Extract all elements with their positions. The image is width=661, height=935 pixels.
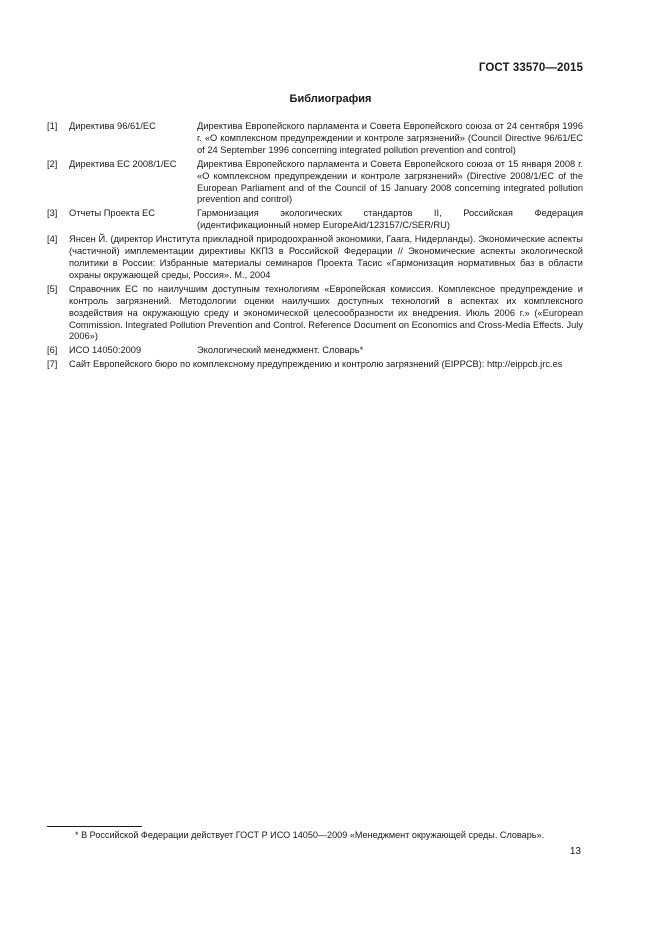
- entry-source: Директива 96/61/ЕС: [69, 121, 156, 131]
- entry-source: Директива ЕС 2008/1/ЕС: [69, 158, 177, 169]
- bibliography-entry: [47, 121, 583, 157]
- entry-source: ИСО 14050:2009: [69, 345, 142, 356]
- entry-text: Директива Европейского парламента и Совета Европейского союза от 24 сентября 1996 г. «О комплексном предупреждении и контроле загрязнений» (Council Directive 96/61/EC of 24 September 1996 concerning integrated pollution prevention and control): [197, 121, 583, 155]
- entry-text: Директива Европейского парламента и Совета Европейского союза от 15 января 2008 г. «О комплексном предупреждении и контроле загрязнений» (Directive 2008/1/EC of the European Parliament and of the Council of 15 January 2008 concerning integrated pollution prevention and control): [197, 158, 583, 205]
- footnote: * В Российской Федерации действует ГОСТ Р ИСО 14050—2009 «Менеджмент окружающей среды. Словарь».: [75, 830, 545, 840]
- entry-text: Сайт Европейского бюро по комплексному предупреждению и контролю загрязнений (EIPPCB): http://eippcb.jrc.es: [69, 359, 563, 370]
- bibliography-entry: [47, 359, 583, 371]
- bibliography-entry: [47, 284, 583, 344]
- entry-source: Отчеты Проекта ЕС: [69, 208, 155, 219]
- entry-text: Справочник ЕС по наилучшим доступным технологиям «Европейская комиссия. Комплексное предупреждение и контроль загрязнений. Методологии оценки наилучших доступных технологий в аспектах их комплексного воздействия на окружающую среду и экономической целесообразности их внедрения. Июль 2006 г.» («European Commission. Integrated Pollution Prevention and Control. Reference Document on Economics and Cross-Media Effects. July 2006»): [69, 283, 583, 342]
- bibliography-entry: [47, 345, 583, 357]
- bibliography-entry: [47, 234, 583, 282]
- entry-number: [5]: [47, 283, 58, 294]
- entry-number: [1]: [47, 121, 58, 131]
- footnote-divider: [47, 826, 142, 827]
- bibliography-entry: [47, 159, 583, 207]
- entry-number: [3]: [47, 208, 58, 219]
- entry-number: [4]: [47, 234, 58, 245]
- entry-text: Экологический менеджмент. Словарь*: [197, 345, 364, 356]
- entry-number: [2]: [47, 158, 58, 169]
- standard-code: ГОСТ 33570—2015: [478, 62, 583, 74]
- page-title: Библиография: [289, 93, 372, 105]
- entry-number: [7]: [47, 359, 58, 370]
- bibliography-entry: [47, 208, 583, 232]
- entry-text: Гармонизация экологических стандартов II, Российская Федерация (идентификационный номер EuropeAid/123157/C/SER/RU): [197, 208, 583, 231]
- bibliography-list: [47, 121, 583, 373]
- entry-number: [6]: [47, 345, 58, 356]
- entry-text: Янсен Й. (директор Института прикладной природоохранной экономики, Гаага, Нидерланды). Экономические аспекты (частичной) имплементации директивы ККПЗ в Российской Федерации // Экономические аспекты экологической политики в России: Избранные материалы семинаров Проекта Тасис «Гармонизация нормативных баз в области охраны окружающей среды, Россия». М., 2004: [69, 234, 583, 280]
- page-number: 13: [569, 846, 581, 857]
